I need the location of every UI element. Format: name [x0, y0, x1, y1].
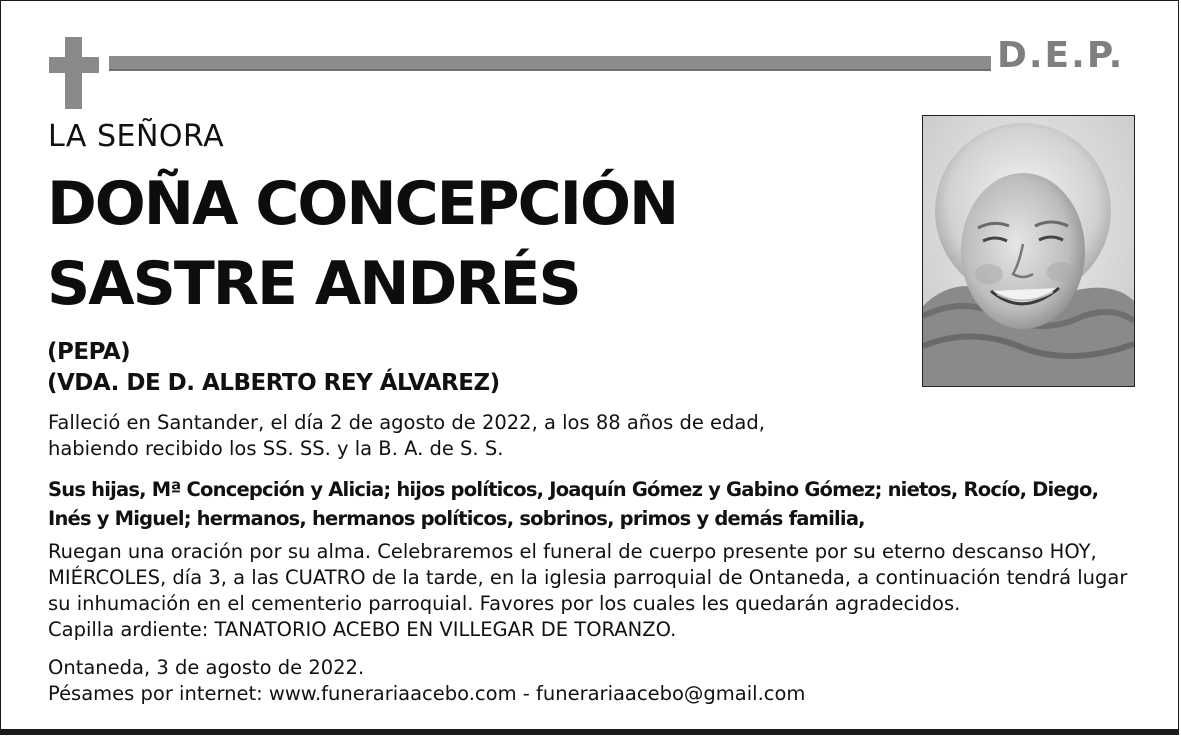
death-notice-line2: habiendo recibido los SS. SS. y la B. A. de S. S.	[48, 437, 504, 460]
place-date: Ontaneda, 3 de agosto de 2022.	[48, 656, 365, 679]
footer	[48, 655, 805, 707]
service-line2: MIÉRCOLES, día 3, a las CUATRO de la tarde, en la iglesia parroquial de Ontaneda, a continuación tendrá lugar	[48, 566, 1128, 589]
deceased-name-line1: DOÑA CONCEPCIÓN	[47, 169, 678, 239]
service-line3: su inhumación en el cementerio parroquial. Favores por los cuales les quedarán agradecidos.	[48, 592, 961, 615]
title-prefix: LA SEÑORA	[48, 119, 225, 154]
deceased-name-line2: SASTRE ANDRÉS	[47, 249, 580, 319]
death-notice	[48, 410, 765, 462]
family-line1: Sus hijas, Mª Concepción y Alicia; hijos políticos, Joaquín Gómez y Gabino Gómez; nietos, Rocío, Diego,	[48, 478, 1099, 501]
family-line2: Inés y Miguel; hermanos, hermanos políticos, sobrinos, primos y demás familia,	[48, 507, 865, 530]
service-line4: Capilla ardiente: TANATORIO ACEBO EN VILLEGAR DE TORANZO.	[48, 618, 677, 641]
death-notice-line1: Falleció en Santander, el día 2 de agosto de 2022, a los 88 años de edad,	[48, 411, 765, 434]
family-list	[48, 475, 1148, 533]
widow-of: (VDA. DE D. ALBERTO REY ÁLVAREZ)	[47, 370, 500, 396]
header-rule	[109, 56, 991, 71]
dep-label: D.E.P.	[997, 35, 1125, 76]
service-details	[48, 539, 1127, 643]
cross-icon	[49, 37, 99, 109]
nickname: (PEPA)	[47, 339, 131, 365]
condolences-line: Pésames por internet: www.funerariaacebo.com - funerariaacebo@gmail.com	[48, 682, 806, 705]
service-line1: Ruegan una oración por su alma. Celebraremos el funeral de cuerpo presente por su eterno descanso HOY,	[48, 540, 1097, 563]
portrait-photo	[922, 115, 1135, 387]
